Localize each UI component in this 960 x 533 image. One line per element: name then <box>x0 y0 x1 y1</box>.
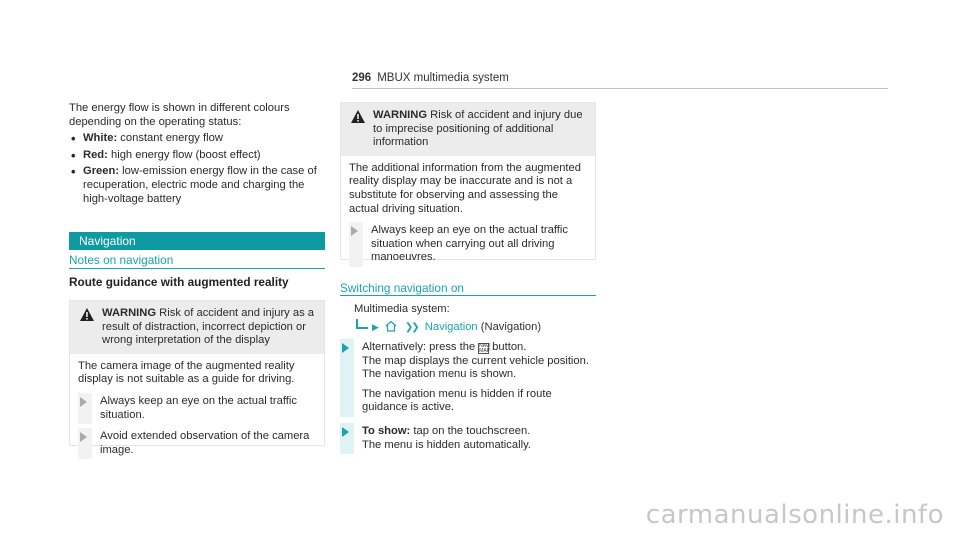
warning-step <box>78 430 316 457</box>
alternative-step <box>340 341 596 415</box>
path-arrow-icon: ▶ <box>372 322 379 332</box>
switching-steps <box>340 341 596 452</box>
warning-label: WARNING <box>102 307 157 319</box>
arrow-right-icon <box>351 226 358 236</box>
page-number: 296 <box>352 72 372 84</box>
warning-box-2 <box>340 102 596 264</box>
energy-list <box>69 132 325 206</box>
notes-heading: Notes on navigation <box>69 253 174 267</box>
list-item <box>69 132 325 146</box>
warning-step <box>349 224 587 265</box>
header-title: MBUX multimedia system <box>377 72 509 84</box>
watermark: carmanualsonline.info <box>645 500 944 531</box>
item-text: high energy flow (boost effect) <box>107 148 261 161</box>
warning-triangle-icon <box>351 110 365 123</box>
item-label: Red: <box>83 148 108 161</box>
alt-line1 <box>362 341 596 355</box>
route-heading: Route guidance with augmented reality <box>69 275 289 289</box>
header-rule <box>352 88 888 89</box>
switching-heading: Switching navigation on <box>340 281 464 295</box>
double-chevron-icon: ❯❯ <box>404 322 418 333</box>
item-text: constant energy flow <box>117 132 223 145</box>
step-text: Always keep an eye on the actual traffic situation. <box>100 394 297 421</box>
warning-step <box>78 395 316 422</box>
warning-text: Risk of accident and injury as a result of distraction, incorrect depiction or wrong interpretation of the display <box>102 307 315 347</box>
home-icon[interactable] <box>385 320 397 332</box>
warning-body-text: The camera image of the augmented reality display is not suitable as a guide for driving. <box>78 359 295 386</box>
notes-rule <box>69 268 325 269</box>
toshow-line1 <box>362 425 596 439</box>
warning-body <box>341 156 595 273</box>
alt-pre: Alternatively: press the <box>362 341 476 353</box>
item-label: Green: <box>83 165 120 178</box>
list-item <box>69 149 325 163</box>
arrow-right-icon <box>342 343 349 353</box>
column-left <box>69 102 325 209</box>
warning-body-text: The additional information from the augmented reality display may be inaccurate and is not a substitute for observing and assessing the actual driving situation. <box>349 161 581 215</box>
alt-line2: The map displays the current vehicle position. The navigation menu is shown. <box>362 354 589 381</box>
warning-triangle-icon <box>80 308 94 321</box>
warning-text: Risk of accident and injury due to imprecise positioning of additional information <box>373 109 583 149</box>
navigation-paren: (Navigation) <box>480 321 542 333</box>
item-label: White: <box>83 132 118 145</box>
warning-body <box>70 354 324 466</box>
alt-post: button. <box>492 341 527 353</box>
energy-intro: The energy flow is shown in different colours depending on the operating status: <box>69 102 290 128</box>
warning-header <box>70 301 324 354</box>
toshow-text: tap on the touchscreen. <box>410 424 531 437</box>
path-hook-icon <box>356 319 368 329</box>
menu-path <box>354 319 541 335</box>
warning-box-1 <box>69 300 325 456</box>
toshow-line2: The menu is hidden automatically. <box>362 438 531 451</box>
system-label: Multimedia system: <box>354 303 450 315</box>
arrow-right-icon <box>80 397 87 407</box>
navi-map-button-icon: NAVI MAP <box>479 343 491 354</box>
navigation-section-band: Navigation <box>69 232 325 250</box>
toshow-step <box>340 425 596 452</box>
list-item <box>69 165 325 206</box>
arrow-right-icon <box>80 432 87 442</box>
page-header <box>352 72 509 86</box>
step-text: Always keep an eye on the actual traffic situation when carrying out all driving manoeuvres. <box>371 224 568 264</box>
alt-line3: The navigation menu is hidden if route guidance is active. <box>362 387 552 414</box>
item-text: low-emission energy flow in the case of recuperation, electric mode and charging the high-voltage battery <box>83 165 317 205</box>
warning-label: WARNING <box>373 109 428 121</box>
step-text: Avoid extended observation of the camera image. <box>100 430 310 456</box>
arrow-right-icon <box>342 427 349 437</box>
toshow-label: To show: <box>362 424 411 437</box>
navigation-link[interactable]: Navigation <box>424 321 478 333</box>
switching-rule <box>340 295 596 296</box>
warning-header <box>341 103 595 156</box>
